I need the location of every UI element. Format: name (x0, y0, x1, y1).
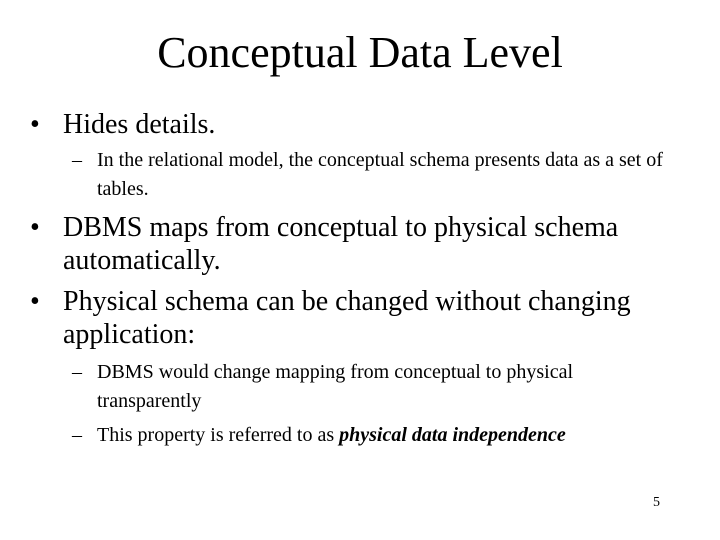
bullet-marker: • (30, 212, 40, 243)
sub-bullet-text (97, 421, 672, 450)
sub-bullet-text: DBMS would change mapping from conceptual to physical transparently (97, 361, 574, 412)
sub-bullet-text: In the relational model, the conceptual schema presents data as a set of tables. (97, 149, 663, 200)
bullet-marker: • (30, 286, 40, 317)
page-number: 5 (653, 495, 660, 510)
sub-bullet-mapping (72, 358, 672, 416)
sub-bullet-relational-model (72, 146, 672, 204)
sub-bullet-marker: – (72, 149, 82, 171)
bullet-physical-schema (30, 285, 670, 351)
sub-bullet-marker: – (72, 424, 82, 446)
bullet-hides-details (30, 108, 670, 141)
emphasized-term: physical data independence (339, 424, 566, 446)
slide-title: Conceptual Data Level (157, 28, 563, 77)
sub-bullet-marker: – (72, 361, 82, 383)
bullet-text: DBMS maps from conceptual to physical schema automatically. (63, 212, 619, 276)
bullet-marker: • (30, 109, 40, 140)
sub-bullet-property (72, 421, 672, 450)
sub-bullet-lead-text: This property is referred to as (97, 424, 340, 446)
bullet-text: Hides details. (63, 109, 216, 140)
bullet-text: Physical schema can be changed without changing application: (63, 286, 631, 350)
bullet-dbms-maps (30, 211, 670, 277)
